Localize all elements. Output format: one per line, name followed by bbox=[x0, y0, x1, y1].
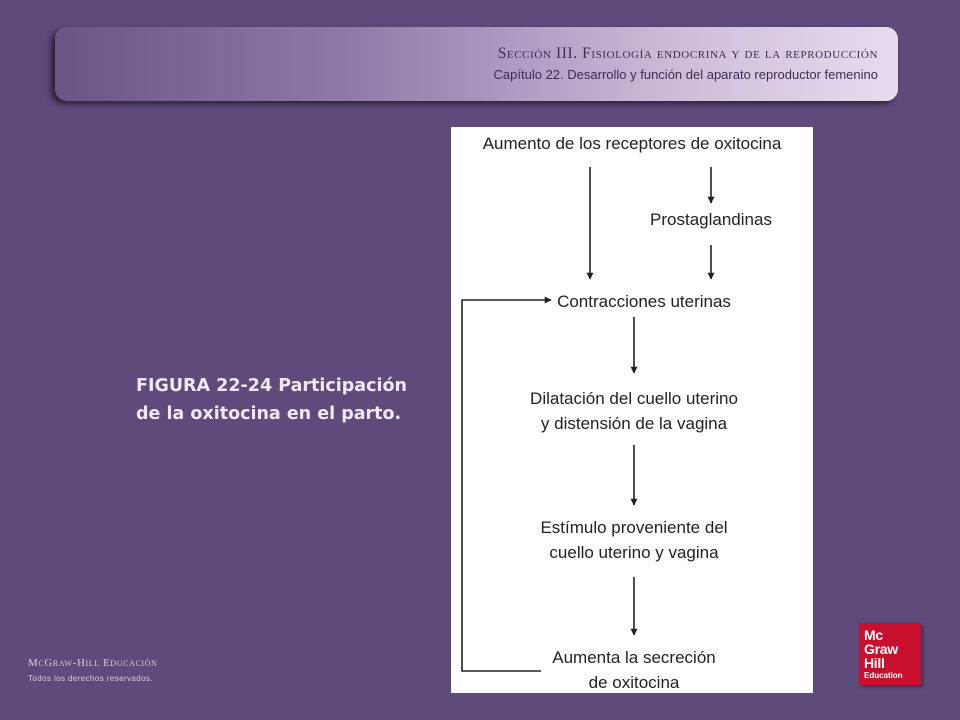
node-stimulus-line1: Estímulo proveniente del bbox=[540, 518, 728, 537]
section-title: Sección III. Fisiología endocrina y de la reproducción bbox=[497, 45, 878, 62]
publisher-name: McGraw-Hill Educación bbox=[28, 657, 158, 669]
logo-line-2: Graw bbox=[864, 641, 898, 657]
node-contractions: Contracciones uterinas bbox=[557, 292, 731, 311]
header-bar bbox=[55, 27, 898, 101]
mcgraw-hill-logo bbox=[859, 623, 921, 685]
node-stimulus-line2: cuello uterino y vagina bbox=[549, 543, 719, 562]
figure-caption: FIGURA 22-24 Participación de la oxitocina en el parto. bbox=[136, 376, 407, 424]
node-prostaglandins: Prostaglandinas bbox=[650, 210, 772, 229]
chapter-title: Capítulo 22. Desarrollo y función del aparato reproductor femenino bbox=[493, 67, 878, 82]
logo-line-1: Mc bbox=[864, 627, 883, 643]
flow-diagram bbox=[451, 127, 813, 693]
logo-line-3: Hill bbox=[864, 655, 885, 671]
node-receptors: Aumento de los receptores de oxitocina bbox=[482, 134, 782, 153]
node-dilatation-line1: Dilatación del cuello uterino bbox=[530, 389, 738, 408]
node-dilatation-line2: y distensión de la vagina bbox=[540, 414, 728, 433]
node-secretion-line1: Aumenta la secreción bbox=[552, 648, 716, 667]
feedback-loop-arrow bbox=[462, 300, 551, 671]
logo-line-4: Education bbox=[864, 671, 903, 680]
node-secretion-line2: de oxitocina bbox=[588, 673, 680, 692]
rights-notice: Todos los derechos reservados. bbox=[28, 674, 153, 683]
